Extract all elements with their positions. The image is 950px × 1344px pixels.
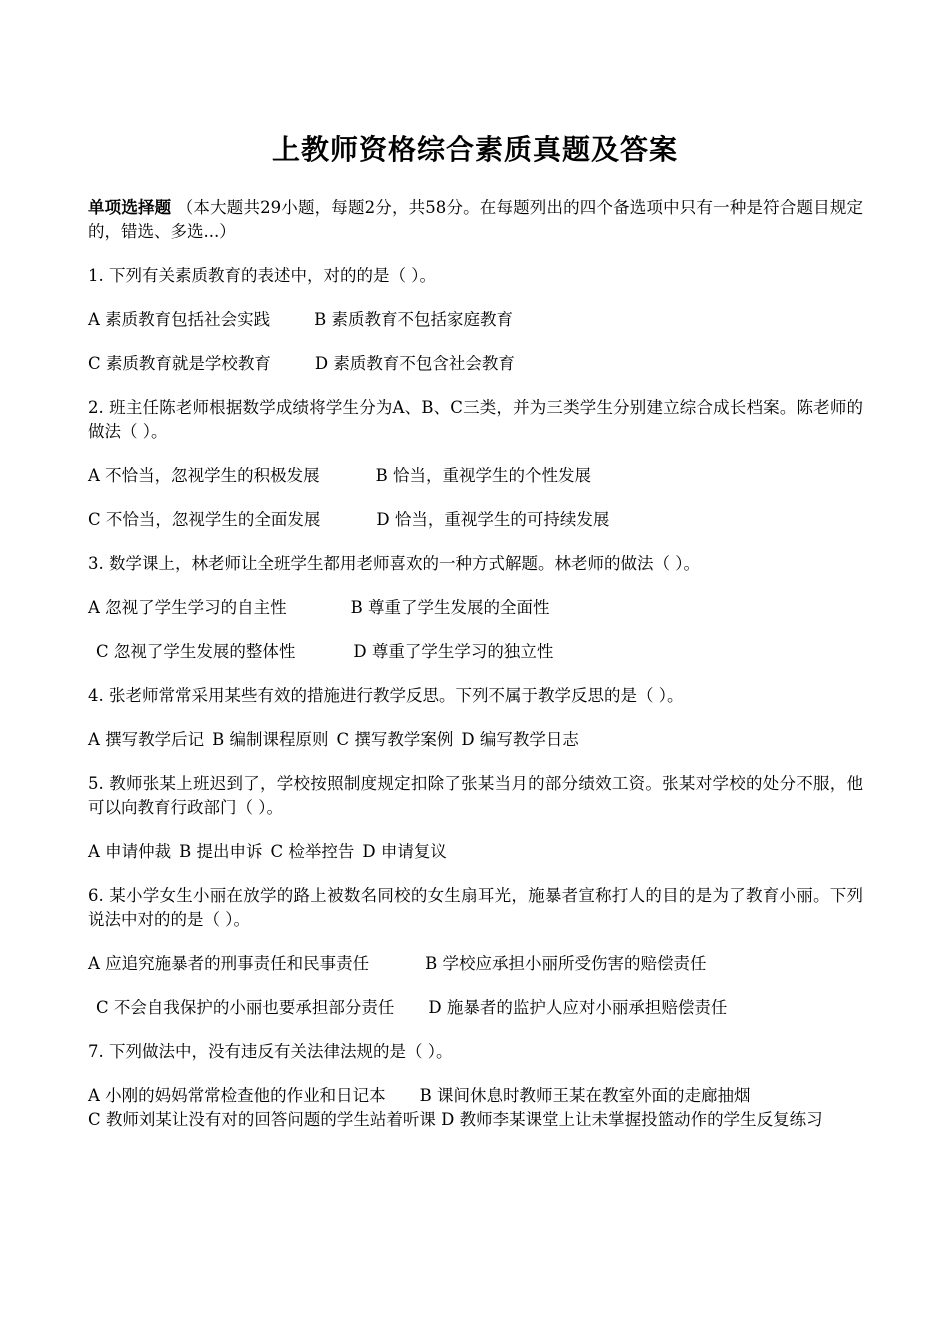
option-d: D 编写教学日志 — [461, 730, 579, 749]
option-b: B 课间休息时教师王某在教室外面的走廊抽烟 — [419, 1086, 751, 1105]
option-a: A 不恰当，忽视学生的积极发展 — [88, 466, 320, 485]
option-c: C 教师刘某让没有对的回答问题的学生站着听课 — [88, 1110, 436, 1129]
option-b: B 提出申诉 — [179, 842, 263, 861]
option-row — [88, 1108, 863, 1132]
option-row — [88, 308, 863, 332]
section-intro — [88, 196, 863, 244]
option-d: D 教师李某课堂上让未掌握投篮动作的学生反复练习 — [441, 1110, 823, 1129]
option-a: A 应追究施暴者的刑事责任和民事责任 — [88, 954, 370, 973]
option-b: B 素质教育不包括家庭教育 — [314, 310, 514, 329]
option-b: B 编制课程原则 — [212, 730, 329, 749]
option-b: B 尊重了学生发展的全面性 — [350, 598, 550, 617]
option-a: A 素质教育包括社会实践 — [88, 310, 271, 329]
option-row — [88, 1084, 863, 1108]
option-c: C 撰写教学案例 — [336, 730, 454, 749]
option-row — [88, 596, 863, 620]
option-a: A 申请仲裁 — [88, 842, 172, 861]
option-row — [88, 508, 863, 532]
option-d: D 尊重了学生学习的独立性 — [353, 642, 554, 661]
option-b: B 恰当，重视学生的个性发展 — [375, 466, 592, 485]
question-stem: 4. 张老师常常采用某些有效的措施进行教学反思。下列不属于教学反思的是（ ）。 — [88, 686, 684, 705]
option-d: D 施暴者的监护人应对小丽承担赔偿责任 — [428, 998, 728, 1017]
option-c: C 不恰当，忽视学生的全面发展 — [88, 510, 321, 529]
question-stem: 6. 某小学女生小丽在放学的路上被数名同校的女生扇耳光，施暴者宣称打人的目的是为了教育小丽。下列说法中对的的是（ ）。 — [88, 886, 863, 929]
option-a: A 小刚的妈妈常常检查他的作业和日记本 — [88, 1086, 386, 1105]
option-row — [88, 728, 863, 752]
question-stem: 1. 下列有关素质教育的表述中，对的的是（ ）。 — [88, 266, 436, 285]
section-instructions: （本大题共29小题，每题2分，共58分。在每题列出的四个备选项中只有一种是符合题目规定的，错选、多选...） — [88, 198, 863, 241]
page-title: 上教师资格综合素质真题及答案 — [271, 133, 678, 166]
question-stem: 7. 下列做法中，没有违反有关法律法规的是（ ）。 — [88, 1042, 453, 1061]
option-a: A 忽视了学生学习的自主性 — [88, 598, 287, 617]
option-row — [88, 352, 863, 376]
option-row — [88, 640, 863, 664]
option-row — [88, 464, 863, 488]
question-stem: 2. 班主任陈老师根据数学成绩将学生分为A、B、C三类，并为三类学生分别建立综合成长档案。陈老师的做法（ ）。 — [88, 398, 863, 441]
option-row — [88, 952, 863, 976]
section-label: 单项选择题 — [88, 198, 172, 217]
option-a: A 撰写教学后记 — [88, 730, 205, 749]
option-d: D 素质教育不包含社会教育 — [314, 354, 515, 373]
option-b: B 学校应承担小丽所受伤害的赔偿责任 — [425, 954, 707, 973]
option-row — [88, 840, 863, 864]
option-c: C 检举控告 — [270, 842, 355, 861]
option-d: D 恰当，重视学生的可持续发展 — [376, 510, 610, 529]
question-stem: 3. 数学课上，林老师让全班学生都用老师喜欢的一种方式解题。林老师的做法（ ）。 — [88, 554, 700, 573]
option-d: D 申请复议 — [362, 842, 447, 861]
option-row — [88, 996, 863, 1020]
question-stem: 5. 教师张某上班迟到了，学校按照制度规定扣除了张某当月的部分绩效工资。张某对学校的处分不服，他可以向教育行政部门（ ）。 — [88, 774, 863, 817]
option-c: C 不会自我保护的小丽也要承担部分责任 — [96, 998, 395, 1017]
option-c: C 忽视了学生发展的整体性 — [96, 642, 296, 661]
option-c: C 素质教育就是学校教育 — [88, 354, 271, 373]
document-body — [88, 196, 863, 1132]
